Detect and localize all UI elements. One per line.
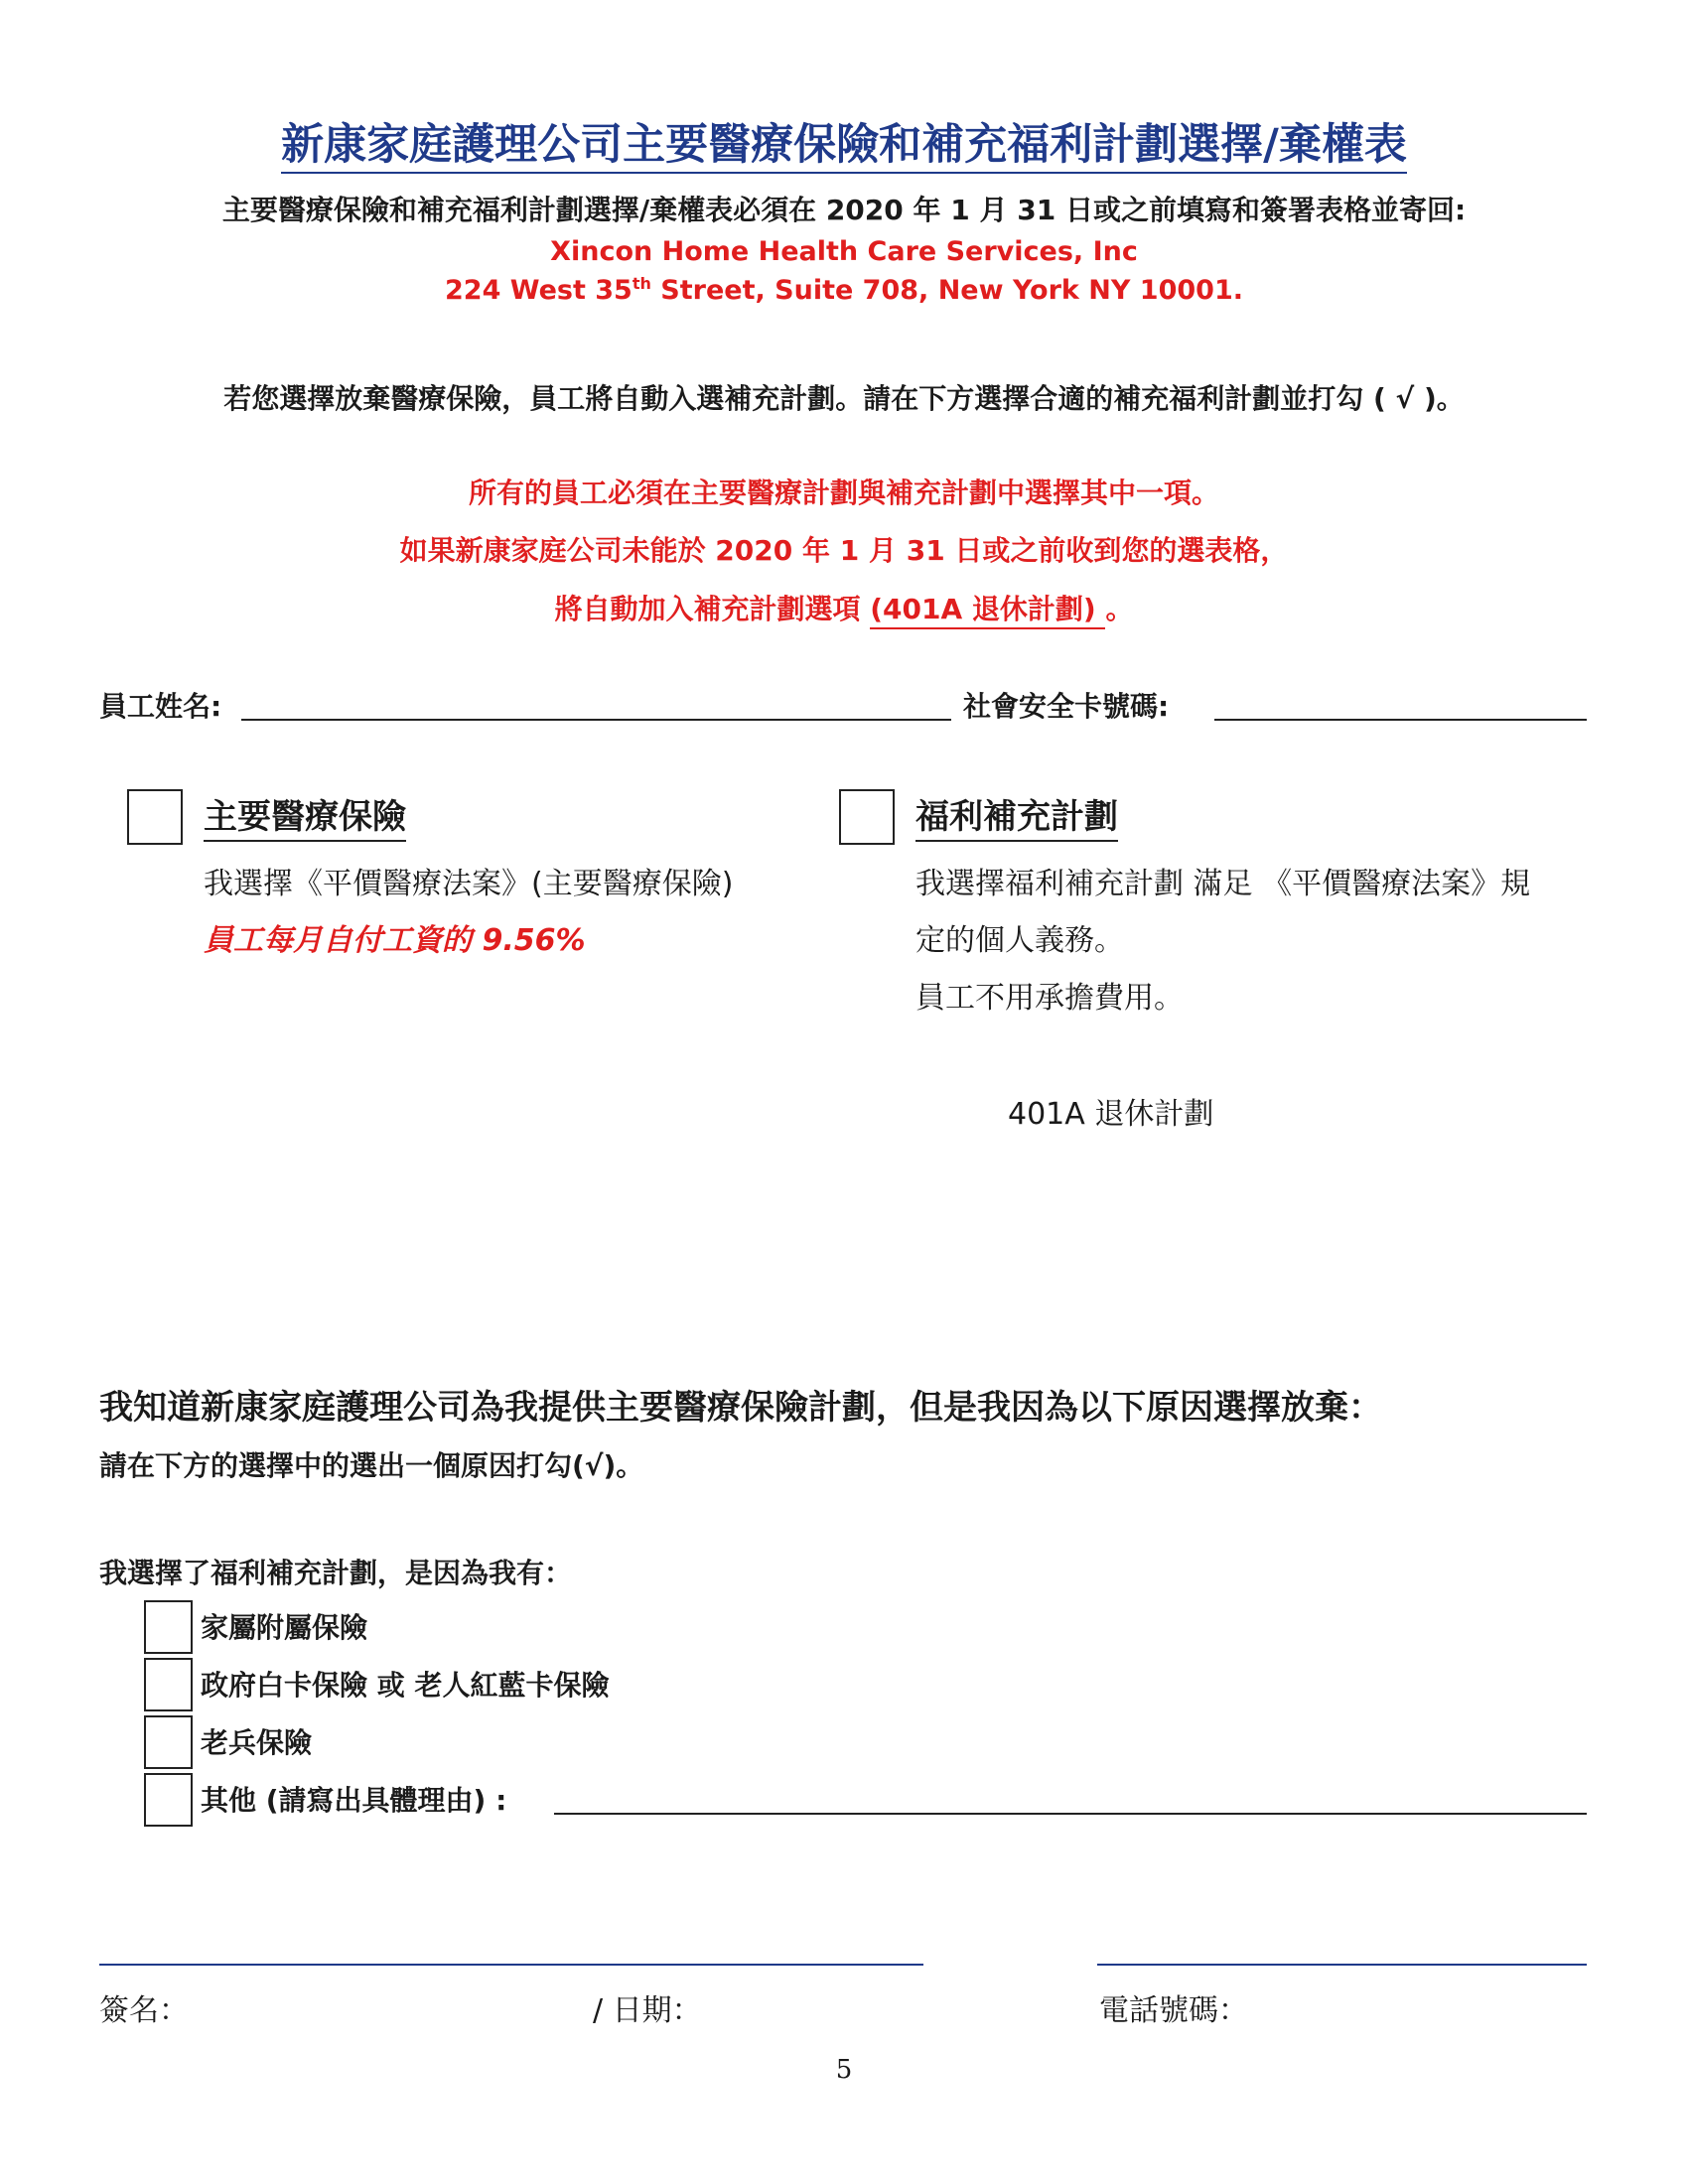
deadline-note: 主要醫療保險和補充福利計劃選擇/棄權表必須在 2020 年 1 月 31 日或之前填寫和簽署表格並寄回: (221, 194, 1467, 226)
form-title-text: 新康家庭護理公司主要醫療保險和補充福利計劃選擇/棄權表 (281, 120, 1407, 174)
supplemental-plan-checkbox[interactable] (839, 789, 895, 845)
primary-insurance-title: 主要醫療保險 (204, 789, 406, 842)
reason-label-medicaid: 政府白卡保險 或 老人紅藍卡保險 (201, 1669, 610, 1702)
primary-insurance-cost: 員工每月自付工資的 9.56% (204, 923, 586, 958)
form-title (0, 111, 1688, 172)
phone-line[interactable] (1097, 1964, 1587, 1966)
reason-checkbox-other[interactable] (144, 1773, 193, 1827)
red-warning-1: 所有的員工必須在主要醫療計劃與補充計劃中選擇其中一項。 (468, 477, 1219, 509)
supplemental-plan-desc-3: 員工不用承擔費用。 (915, 981, 1184, 1016)
other-reason-field[interactable] (554, 1813, 1587, 1815)
ssn-field[interactable] (1214, 719, 1587, 721)
supplemental-plan-desc-1: 我選擇福利補充計劃 滿足 《平價醫療法案》規 (915, 867, 1531, 901)
reason-label-other: 其他 (請寫出具體理由) : (201, 1784, 507, 1817)
reason-label-veteran: 老兵保險 (201, 1726, 313, 1759)
reason-intro: 我選擇了福利補充計劃，是因為我有： (99, 1557, 573, 1589)
red-warning-2: 如果新康家庭公司未能於 2020 年 1 月 31 日或之前收到您的選表格， (399, 534, 1289, 567)
red-warning-3-suffix: 。 (1105, 593, 1134, 625)
signature-date-line[interactable] (99, 1964, 923, 1966)
signature-label: 簽名： (99, 1993, 189, 2028)
employee-name-label: 員工姓名: (99, 690, 222, 723)
company-address (0, 274, 1688, 306)
address-sup: th (632, 274, 651, 293)
supplemental-plan-401a: 401A 退休計劃 (1008, 1097, 1214, 1132)
reason-label-dependent: 家屬附屬保險 (201, 1611, 368, 1644)
date-label: / 日期： (593, 1993, 702, 2028)
phone-label: 電話號碼： (1099, 1993, 1248, 2028)
waiver-note: 若您選擇放棄醫療保險，員工將自動入選補充計劃。請在下方選擇合適的補充福利計劃並打勾 ( √ )。 (223, 382, 1465, 415)
waiver-instruction: 請在下方的選擇中的選出一個原因打勾(√)。 (99, 1449, 644, 1482)
supplemental-plan-title: 福利補充計劃 (915, 789, 1118, 842)
waiver-statement: 我知道新康家庭護理公司為我提供主要醫療保險計劃，但是我因為以下原因選擇放棄： (99, 1388, 1382, 1428)
reason-checkbox-veteran[interactable] (144, 1715, 193, 1769)
red-warning-3-underlined: (401A 退休計劃) (870, 593, 1105, 629)
address-part2: Street, Suite 708, New York NY 10001. (650, 275, 1243, 306)
page-number: 5 (835, 2055, 853, 2085)
red-warning-3-prefix: 將自動加入補充計劃選項 (554, 593, 871, 625)
reason-checkbox-dependent[interactable] (144, 1600, 193, 1654)
primary-insurance-desc: 我選擇《平價醫療法案》(主要醫療保險) (204, 867, 734, 901)
ssn-label: 社會安全卡號碼: (963, 690, 1170, 723)
employee-name-field[interactable] (241, 719, 951, 721)
red-warning-3 (0, 588, 1688, 627)
reason-checkbox-medicaid[interactable] (144, 1658, 193, 1711)
company-name: Xincon Home Health Care Services, Inc (550, 236, 1138, 267)
supplemental-plan-desc-2: 定的個人義務。 (915, 923, 1124, 958)
primary-insurance-checkbox[interactable] (127, 789, 183, 845)
address-part1: 224 West 35 (445, 275, 633, 306)
